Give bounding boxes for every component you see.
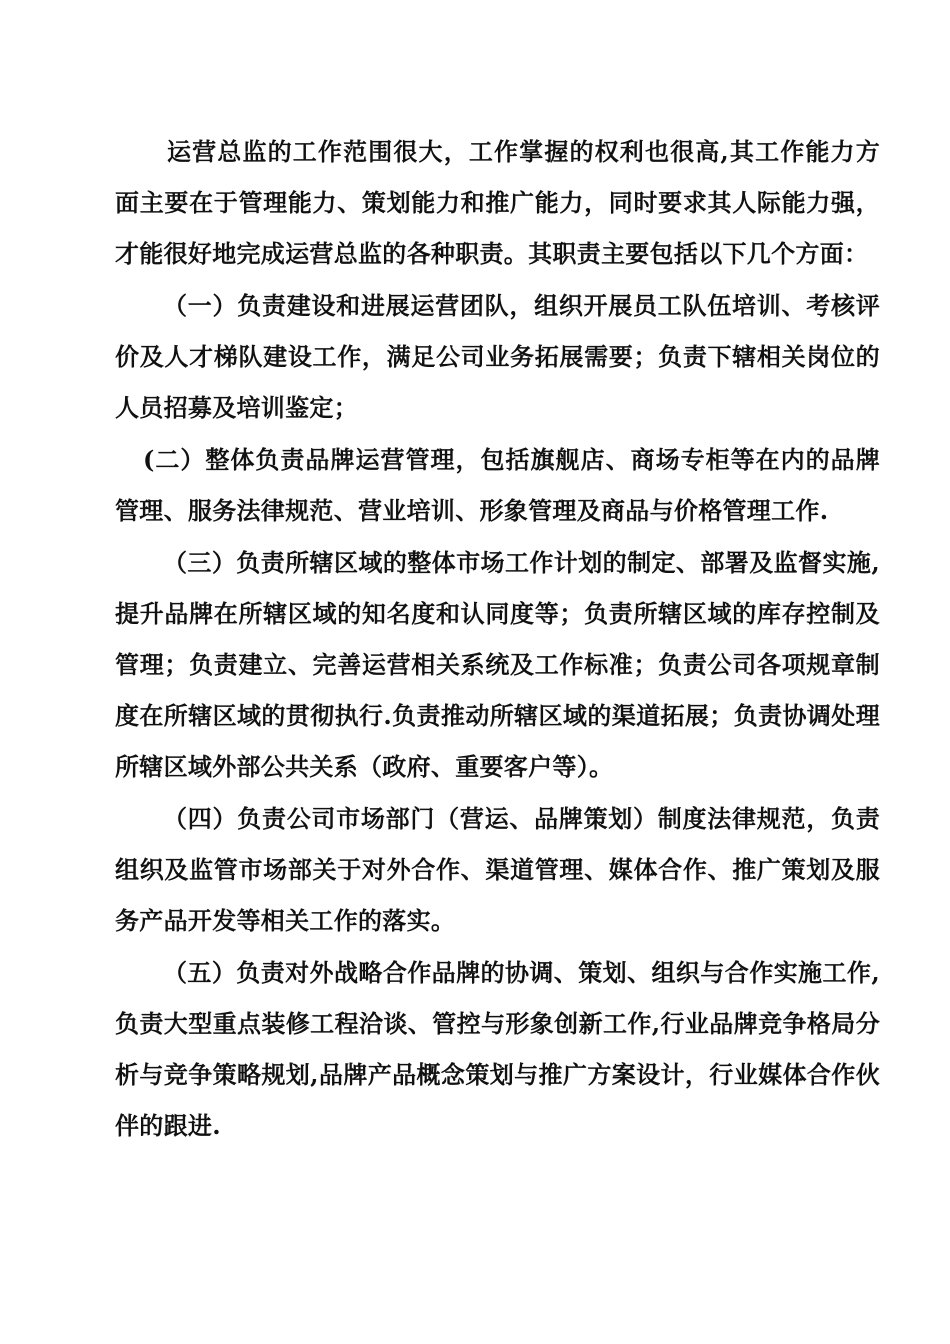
paragraph-intro: 运营总监的工作范围很大，工作掌握的权利也很高,其工作能力方面主要在于管理能力、策划能力和推广能力，同时要求其人际能力强，才能很好地完成运营总监的各种职责。其职责主要包括以下几个方面： (115, 137, 880, 268)
paragraph-item-1: （一）负责建设和进展运营团队，组织开展员工队伍培训、考核评价及人才梯队建设工作，满足公司业务拓展需要；负责下辖相关岗位的人员招募及培训鉴定； (115, 291, 880, 422)
paragraph-item-5: （五）负责对外战略合作品牌的协调、策划、组织与合作实施工作,负责大型重点装修工程洽谈、管控与形象创新工作,行业品牌竞争格局分析与竞争策略规划,品牌产品概念策划与推广方案设计，行业媒体合作伙伴的跟进. (115, 958, 880, 1140)
paragraph-item-4: （四）负责公司市场部门（营运、品牌策划）制度法律规范，负责组织及监管市场部关于对外合作、渠道管理、媒体合作、推广策划及服务产品开发等相关工作的落实。 (115, 804, 880, 935)
paragraph-item-2: (二）整体负责品牌运营管理，包括旗舰店、商场专柜等在内的品牌管理、服务法律规范、营业培训、形象管理及商品与价格管理工作. (115, 445, 880, 525)
paragraph-item-3: （三）负责所辖区域的整体市场工作计划的制定、部署及监督实施,提升品牌在所辖区域的知名度和认同度等；负责所辖区域的库存控制及管理；负责建立、完善运营相关系统及工作标准；负责公司各项规章制度在所辖区域的贯彻执行.负责推动所辖区域的渠道拓展；负责协调处理所辖区域外部公共关系（政府、重要客户等）。 (115, 548, 880, 781)
document-body (115, 126, 880, 1151)
